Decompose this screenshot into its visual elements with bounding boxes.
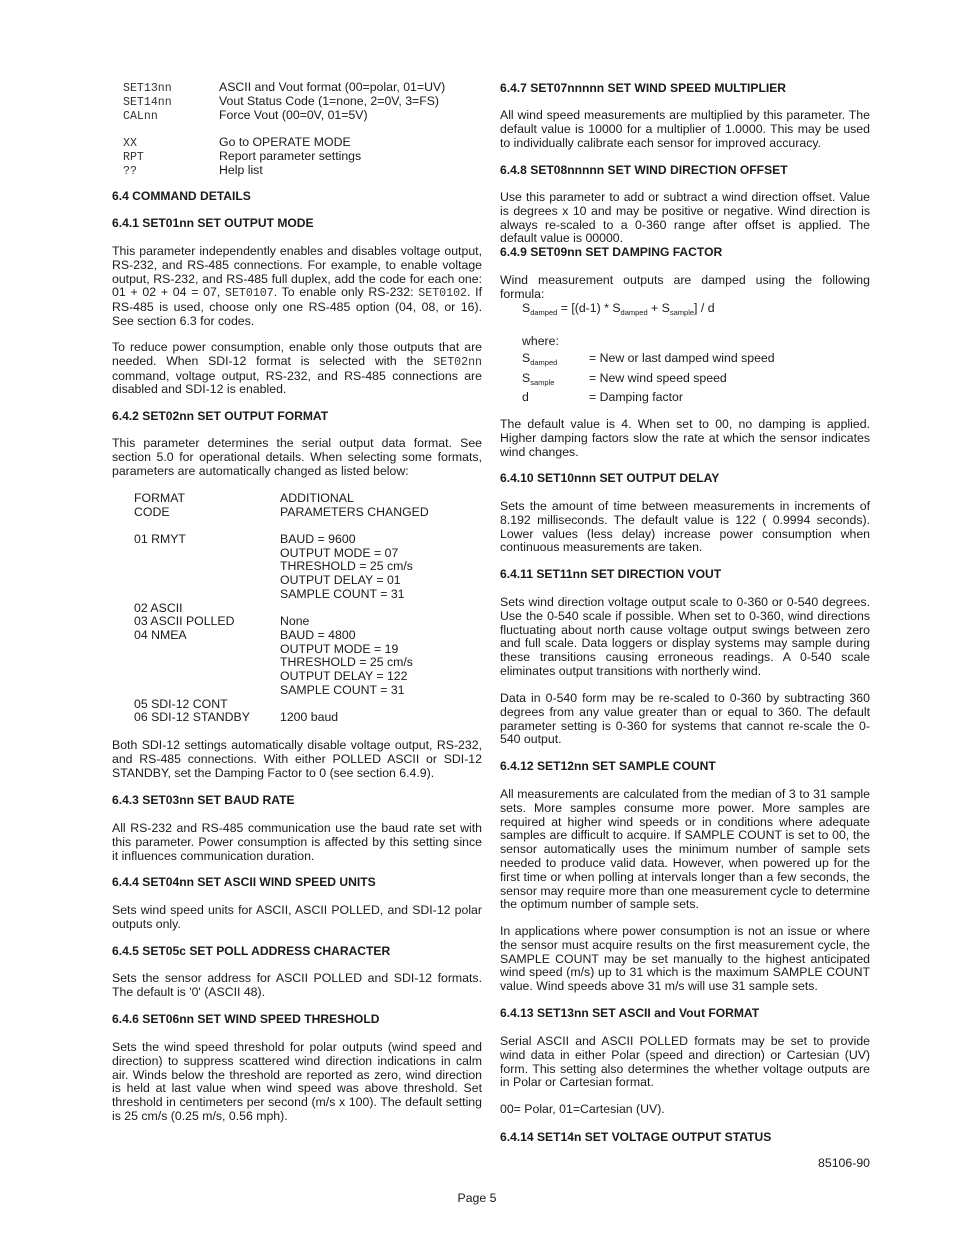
command-code: SET14nn [123,96,172,109]
damping-formula: $S_{damped} = [(d-1) * S_{damped} + S_{sample}] / d$ [522,301,715,317]
table-row-param: None [280,614,310,628]
paragraph: Sets the wind speed threshold for polar outputs (wind speed and direction) to suppress scattered wind direction indications in calm air. Winds below the threshold are reported as zero, wind direction is held at last value when wind speed was above threshold. Set threshold in centimeters per second (m/s x 100). The default setting is 25 cm/s (0.25 m/s, 0.56 mph). [112,1040,482,1123]
table-row-param: SAMPLE COUNT = 31 [280,587,405,601]
section-heading: 6.4.6 SET06nn SET WIND SPEED THRESHOLD [112,1012,380,1026]
paragraph: Both SDI-12 settings automatically disable voltage output, RS-232, and RS-485 connections. With either POLLED ASCII or SDI-12 STANDBY, set the Damping Factor to 0 (see section 6.4.9). [112,738,482,780]
table-row-param: THRESHOLD = 25 cm/s [280,655,413,669]
paragraph: This parameter independently enables and disables voltage output, RS-232, and RS-485 connections. For example, to enable voltage output, RS-232, and RS-485 full duplex, add the code for each one: 01 + 02 + 04 = 07, SET0107. To enable only RS-232: SET0102. If RS-485 is used, choose only one RS-485 option (04, 08, or 16). See section 6.3 for codes. [112,244,482,328]
definition: = New wind speed speed [589,371,727,385]
table-row-code: 04 NMEA [134,628,187,642]
table-row-param: OUTPUT MODE = 19 [280,642,399,656]
command-desc: Force Vout (00=0V, 01=5V) [219,108,368,122]
symbol-s-damped: $S_{damped}$ [522,351,558,367]
table-header: ADDITIONAL [280,491,354,505]
section-heading: 6.4.8 SET08nnnnn SET WIND DIRECTION OFFSET [500,163,788,177]
where-label: where: [522,334,559,348]
table-row-param: OUTPUT DELAY = 01 [280,573,401,587]
page-number: Page 5 [457,1191,497,1205]
paragraph: All wind speed measurements are multiplied by this parameter. The default value is 10000 for a multiplier of 1.0000. This may be used to individually calibrate each sensor for improved accuracy. [500,108,870,150]
section-heading: 6.4.1 SET01nn SET OUTPUT MODE [112,216,314,230]
table-row-param: OUTPUT DELAY = 122 [280,669,408,683]
definition: = New or last damped wind speed [589,351,775,365]
table-row-code: 03 ASCII POLLED [134,614,235,628]
paragraph: Sets wind speed units for ASCII, ASCII POLLED, and SDI-12 polar outputs only. [112,903,482,931]
command-code: ?? [123,165,137,178]
table-row-param: SAMPLE COUNT = 31 [280,683,405,697]
section-heading: 6.4.2 SET02nn SET OUTPUT FORMAT [112,409,329,423]
paragraph: In applications where power consumption is not an issue or where the sensor must acquire results on the first measurement cycle, the SAMPLE COUNT may be set manually to the highest anticipated wind speed (m/s) up to 31 which is the maximum SAMPLE COUNT value. Wind speeds above 31 m/s will use 31 sample sets. [500,924,870,994]
section-heading: 6.4.4 SET04nn SET ASCII WIND SPEED UNITS [112,875,376,889]
section-heading: 6.4.9 SET09nn SET DAMPING FACTOR [500,245,723,259]
table-row-param: 1200 baud [280,710,339,724]
section-heading: 6.4.3 SET03nn SET BAUD RATE [112,793,295,807]
definition: = Damping factor [589,390,683,404]
section-heading: 6.4 COMMAND DETAILS [112,189,251,203]
symbol-d: d [522,390,529,404]
command-desc: Go to OPERATE MODE [219,135,351,149]
table-row-code: 05 SDI-12 CONT [134,697,228,711]
command-desc: ASCII and Vout format (00=polar, 01=UV) [219,80,446,94]
command-code: RPT [123,151,144,164]
command-code: CALnn [123,110,158,123]
section-heading: 6.4.12 SET12nn SET SAMPLE COUNT [500,759,716,773]
section-heading: 6.4.13 SET13nn SET ASCII and Vout FORMAT [500,1006,760,1020]
code-inline: SET02nn [433,355,482,369]
section-heading: 6.4.14 SET14n SET VOLTAGE OUTPUT STATUS [500,1130,772,1144]
paragraph: Data in 0-540 form may be re-scaled to 0-360 by subtracting 360 degrees from any value greater than or equal to 360. The default parameter setting is 0-360 for systems that cannot re-scale the 0-540 output. [500,691,870,747]
paragraph: Sets the amount of time between measurements in increments of 8.192 milliseconds. The default value is 122 ( 0.9994 seconds). Lower values (less delay) increase power consumption when continuous measurements are taken. [500,499,870,555]
paragraph: Use this parameter to add or subtract a wind direction offset. Value is degrees x 10 and may be positive or negative. Wind direction is always re-scaled to a 0-360 range after offset is applied. The default value is 00000. [500,190,870,246]
command-list-row [123,81,172,96]
paragraph: The default value is 4. When set to 00, no damping is applied. Higher damping factors slow the rate at which the sensor indicates wind changes. [500,417,870,459]
section-heading: 6.4.11 SET11nn SET DIRECTION VOUT [500,567,722,581]
section-heading: 6.4.7 SET07nnnnn SET WIND SPEED MULTIPLIER [500,81,787,95]
paragraph: All measurements are calculated from the median of 3 to 31 sample sets. More samples consume more power. More samples are required at higher wind speeds or in conditions where adequate samples are difficult to acquire. If SAMPLE COUNT is set to 00, the sensor automatically uses the minimum number of sample sets needed to produce valid data. However, when powered up for the first time or when polling at intervals longer than a few seconds, the sensor may require more than one measurement cycle to determine the optimum number of sample sets. [500,787,870,912]
command-desc: Help list [219,163,263,177]
symbol-s-sample: $S_{sample}$ [522,371,555,387]
paragraph: To reduce power consumption, enable only those outputs that are needed. When SDI-12 format is selected with the SET02nn command, voltage output, RS-232, and RS-485 connections are disabled and SDI-12 is enabled. [112,340,482,397]
table-header: FORMAT [134,491,186,505]
document-number: 85106-90 [818,1156,870,1170]
table-row-code: 06 SDI-12 STANDBY [134,710,250,724]
table-row-param: THRESHOLD = 25 cm/s [280,559,413,573]
table-row-code: 01 RMYT [134,532,186,546]
paragraph: Sets wind direction voltage output scale to 0-360 or 0-540 degrees. Use the 0-540 scale if possible. When set to 0-360, wind directions fluctuating about north cause voltage output swings between zero and full scale. Data loggers or display systems may sample during these transitions causing erroneous readings. A 0-540 scale eliminates output transitions with northerly wind. [500,595,870,678]
table-header: CODE [134,505,170,519]
section-heading: 6.4.10 SET10nnn SET OUTPUT DELAY [500,471,720,485]
paragraph: 00= Polar, 01=Cartesian (UV). [500,1102,665,1116]
command-code: XX [123,137,137,150]
code-inline: SET0102 [418,287,467,301]
command-code: SET13nn [123,82,172,95]
table-row-code: 02 ASCII [134,601,183,615]
table-row-param: BAUD = 4800 [280,628,356,642]
table-row-param: OUTPUT MODE = 07 [280,546,399,560]
section-heading: 6.4.5 SET05c SET POLL ADDRESS CHARACTER [112,944,391,958]
command-desc: Report parameter settings [219,149,362,163]
command-desc: Vout Status Code (1=none, 2=0V, 3=FS) [219,94,440,108]
table-header: PARAMETERS CHANGED [280,505,429,519]
code-inline: SET0107 [225,287,274,301]
paragraph: Wind measurement outputs are damped using the following formula: [500,273,870,301]
paragraph: Sets the sensor address for ASCII POLLED and SDI-12 formats. The default is '0' (ASCII 48). [112,971,482,999]
paragraph: Serial ASCII and ASCII POLLED formats may be set to provide wind data in either Polar (speed and direction) or Cartesian (UV) form. This setting also determines the whether voltage outputs are in Polar or Cartesian format. [500,1034,870,1090]
table-row-param: BAUD = 9600 [280,532,356,546]
paragraph: This parameter determines the serial output data format. See section 5.0 for operational details. When selecting some formats, parameters are automatically changed as listed below: [112,436,482,478]
paragraph: All RS-232 and RS-485 communication use the baud rate set with this parameter. Power consumption is affected by this setting since it influences communication duration. [112,821,482,863]
